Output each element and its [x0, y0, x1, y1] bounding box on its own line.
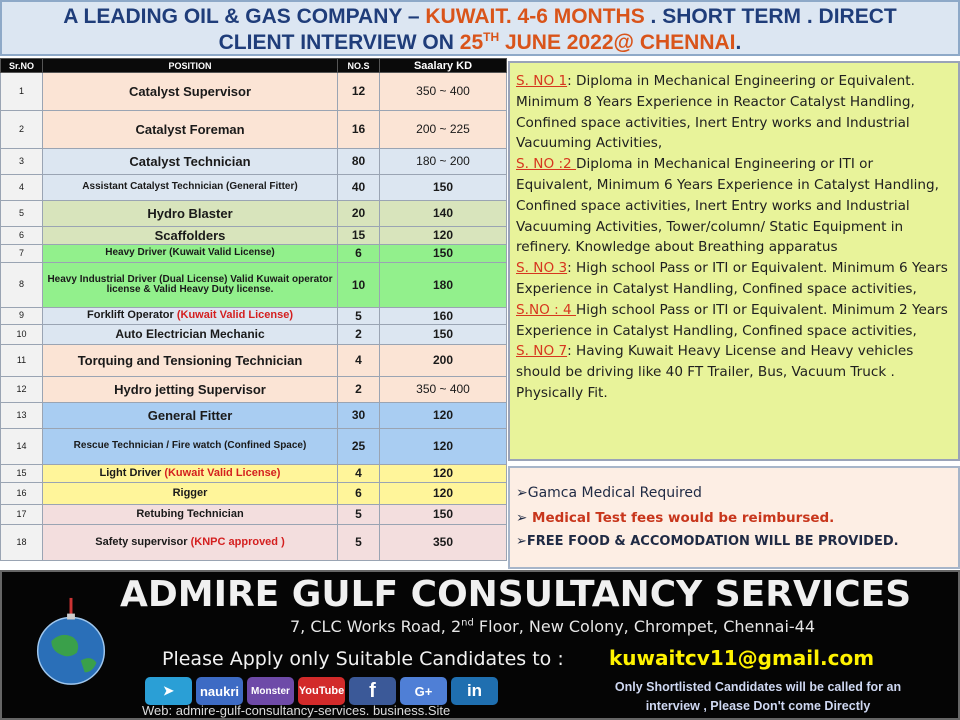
header-line-1-prefix: A LEADING OIL & GAS COMPANY –	[63, 5, 426, 28]
cell-salary: 120	[380, 429, 507, 465]
cell-sr: 16	[1, 483, 43, 505]
arrow-bullet-icon: ➢	[516, 509, 528, 526]
header-line-2	[2, 30, 958, 56]
requirement-item	[516, 154, 950, 258]
cell-salary: 120	[380, 465, 507, 483]
requirement-item	[516, 300, 950, 342]
cell-nos: 2	[338, 325, 380, 345]
cell-position	[43, 525, 338, 561]
cell-nos: 10	[338, 263, 380, 308]
cell-sr: 17	[1, 505, 43, 525]
header-line-2-highlight: JUNE 2022@ CHENNAI	[499, 31, 736, 54]
requirement-text: Diploma in Mechanical Engineering or ITI or Equivalent, Minimum 6 Years Experience in Catalyst Handling, Confined space activities, Inert Entry works and Industrial Vacuuming Activities, Tower/column/ Static Equipment in refinery. Knowledge about Breathing apparatus	[516, 156, 939, 256]
cell-position	[43, 465, 338, 483]
benefits-panel	[508, 466, 960, 569]
cell-nos: 15	[338, 227, 380, 245]
table-row	[1, 149, 507, 175]
cell-salary: 350	[380, 525, 507, 561]
cell-position: Torquing and Tensioning Technician	[43, 345, 338, 377]
benefit-text: Gamca Medical Required	[527, 485, 702, 501]
cell-salary: 350 ~ 400	[380, 73, 507, 111]
cell-sr: 12	[1, 377, 43, 403]
social-icons-row	[145, 677, 498, 705]
cell-position: Retubing Technician	[43, 505, 338, 525]
cell-nos: 4	[338, 465, 380, 483]
requirement-item	[516, 258, 950, 300]
positions-table	[0, 58, 507, 561]
cell-nos: 6	[338, 245, 380, 263]
cell-sr: 2	[1, 111, 43, 149]
header-line-1-highlight: KUWAIT. 4-6 MONTHS	[425, 5, 645, 28]
cell-nos: 5	[338, 525, 380, 561]
cell-position: Catalyst Technician	[43, 149, 338, 175]
cell-nos: 20	[338, 201, 380, 227]
cell-nos: 12	[338, 73, 380, 111]
website-link[interactable]: Web: admire-gulf-consultancy-services. business.Site	[142, 703, 451, 718]
table-row	[1, 525, 507, 561]
cell-sr: 6	[1, 227, 43, 245]
cell-salary: 120	[380, 483, 507, 505]
header-position: POSITION	[43, 59, 338, 73]
cell-position: Heavy Industrial Driver (Dual License) Valid Kuwait operator license & Valid Heavy Duty license.	[43, 263, 338, 308]
header-line-2-suffix: .	[735, 31, 742, 54]
page-header	[0, 0, 960, 56]
company-footer	[0, 570, 960, 720]
cell-salary: 200	[380, 345, 507, 377]
header-line-1-suffix: . SHORT TERM . DIRECT	[644, 5, 897, 28]
cell-sr: 3	[1, 149, 43, 175]
cell-nos: 40	[338, 175, 380, 201]
position-note: (Kuwait Valid License)	[173, 309, 293, 322]
facebook-icon[interactable]: f	[349, 677, 396, 705]
cell-salary: 180 ~ 200	[380, 149, 507, 175]
requirement-text: : Diploma in Mechanical Engineering or Equivalent. Minimum 8 Years Experience in Reactor Catalyst Handling, Confined space activities, Inert Entry works and Industrial Vacuuming Activities,	[516, 73, 915, 152]
table-row	[1, 111, 507, 149]
cell-position: Auto Electrician Mechanic	[43, 325, 338, 345]
table-row	[1, 429, 507, 465]
cell-nos: 5	[338, 505, 380, 525]
contact-email[interactable]: kuwaitcv11@gmail.com	[609, 646, 875, 670]
requirements-panel	[508, 61, 960, 461]
monster-icon[interactable]: Monster	[247, 677, 294, 705]
benefit-item	[516, 481, 950, 506]
table-row	[1, 227, 507, 245]
table-row	[1, 201, 507, 227]
cell-nos: 6	[338, 483, 380, 505]
linkedin-icon[interactable]: in	[451, 677, 498, 705]
cell-position: Rescue Technician / Fire watch (Confined Space)	[43, 429, 338, 465]
requirement-label: S.NO : 4	[516, 301, 577, 318]
table-header-row	[1, 59, 507, 73]
cell-nos: 16	[338, 111, 380, 149]
cell-salary: 180	[380, 263, 507, 308]
cell-salary: 150	[380, 505, 507, 525]
cell-position: Catalyst Supervisor	[43, 73, 338, 111]
table-row	[1, 345, 507, 377]
cell-position: Hydro Blaster	[43, 201, 338, 227]
position-name: Light Driver	[99, 466, 162, 479]
requirement-label: S. NO :2	[516, 156, 577, 173]
cell-position: Scaffolders	[43, 227, 338, 245]
address-prefix: 7, CLC Works Road, 2	[290, 617, 462, 636]
table-row	[1, 403, 507, 429]
cell-sr: 9	[1, 308, 43, 325]
benefit-text: FREE FOOD & ACCOMODATION WILL BE PROVIDED.	[526, 534, 899, 549]
cell-sr: 15	[1, 465, 43, 483]
cell-sr: 8	[1, 263, 43, 308]
company-logo-globe-icon	[22, 594, 120, 692]
header-sr-no: Sr.NO	[1, 59, 43, 73]
address-suffix: Floor, New Colony, Chrompet, Chennai-44	[473, 617, 816, 636]
cell-position: Heavy Driver (Kuwait Valid License)	[43, 245, 338, 263]
cell-sr: 10	[1, 325, 43, 345]
requirement-text: : High school Pass or ITI or Equivalent. Minimum 6 Years Experience in Catalyst Handling, Confined space activities,	[516, 260, 948, 297]
table-row	[1, 465, 507, 483]
cell-salary: 150	[380, 245, 507, 263]
arrow-bullet-icon: ➢	[516, 485, 528, 501]
cell-salary: 200 ~ 225	[380, 111, 507, 149]
cell-sr: 18	[1, 525, 43, 561]
header-nos: NO.S	[338, 59, 380, 73]
cell-nos: 30	[338, 403, 380, 429]
naukri-icon[interactable]: naukri	[196, 677, 243, 705]
requirement-item	[516, 71, 950, 154]
cell-salary: 350 ~ 400	[380, 377, 507, 403]
requirement-label: S. NO 7	[516, 343, 568, 360]
cell-nos: 2	[338, 377, 380, 403]
cell-sr: 5	[1, 201, 43, 227]
cell-sr: 14	[1, 429, 43, 465]
cell-position: Hydro jetting Supervisor	[43, 377, 338, 403]
company-name: ADMIRE GULF CONSULTANCY SERVICES	[120, 574, 912, 615]
header-line-1	[2, 4, 958, 30]
position-note: (Kuwait Valid License)	[161, 466, 281, 479]
company-address	[290, 617, 815, 636]
cell-nos: 5	[338, 308, 380, 325]
cell-position: General Fitter	[43, 403, 338, 429]
table-row	[1, 483, 507, 505]
cell-position: Catalyst Foreman	[43, 111, 338, 149]
cell-sr: 1	[1, 73, 43, 111]
table-row	[1, 505, 507, 525]
shortlist-note: Only Shortlisted Candidates will be called for an interview , Please Don't come Directly	[614, 680, 902, 713]
benefit-text: Medical Test fees would be reimbursed.	[527, 509, 835, 526]
cell-salary: 150	[380, 175, 507, 201]
position-note: (KNPC approved )	[187, 535, 285, 548]
benefit-item	[516, 530, 950, 555]
cell-salary: 160	[380, 308, 507, 325]
header-salary: Saalary KD	[380, 59, 507, 73]
cell-sr: 4	[1, 175, 43, 201]
cell-position: Rigger	[43, 483, 338, 505]
address-sup: nd	[461, 617, 474, 629]
table-row	[1, 325, 507, 345]
table-row	[1, 245, 507, 263]
table-row	[1, 73, 507, 111]
position-name: Forklift Operator	[87, 309, 174, 322]
cell-salary: 120	[380, 403, 507, 429]
header-line-2-day: 25	[459, 31, 484, 54]
cell-salary: 140	[380, 201, 507, 227]
table-row	[1, 175, 507, 201]
cell-nos: 25	[338, 429, 380, 465]
position-name: Safety supervisor	[95, 535, 188, 548]
table-row	[1, 377, 507, 403]
google-icon[interactable]: G+	[400, 677, 447, 705]
requirement-item	[516, 341, 950, 403]
requirement-text: High school Pass or ITI or Equivalent. Minimum 2 Years Experience in Catalyst Handling, Confined space activities,	[516, 301, 948, 339]
benefit-item	[516, 506, 950, 531]
requirement-text: : Having Kuwait Heavy License and Heavy vehicles should be driving like 40 FT Trailer, Bus, Vacuum Truck . Physically Fit.	[516, 343, 914, 401]
cell-salary: 150	[380, 325, 507, 345]
cell-nos: 4	[338, 345, 380, 377]
youtube-icon[interactable]: YouTube	[298, 677, 345, 705]
header-line-2-prefix: CLIENT INTERVIEW ON	[218, 31, 460, 54]
cell-sr: 7	[1, 245, 43, 263]
requirement-label: S. NO 1	[516, 73, 568, 89]
cell-salary: 120	[380, 227, 507, 245]
cell-nos: 80	[338, 149, 380, 175]
cell-sr: 13	[1, 403, 43, 429]
table-row	[1, 263, 507, 308]
apply-instruction: Please Apply only Suitable Candidates to :	[162, 648, 564, 670]
header-line-2-day-sup: TH	[483, 30, 500, 44]
cell-position	[43, 308, 338, 325]
cell-sr: 11	[1, 345, 43, 377]
cell-position: Assistant Catalyst Technician (General Fitter)	[43, 175, 338, 201]
table-row	[1, 308, 507, 325]
arrow-bullet-icon: ➢	[516, 534, 527, 549]
requirement-label: S. NO 3	[516, 260, 568, 277]
telegram-icon[interactable]: ➤	[145, 677, 192, 705]
